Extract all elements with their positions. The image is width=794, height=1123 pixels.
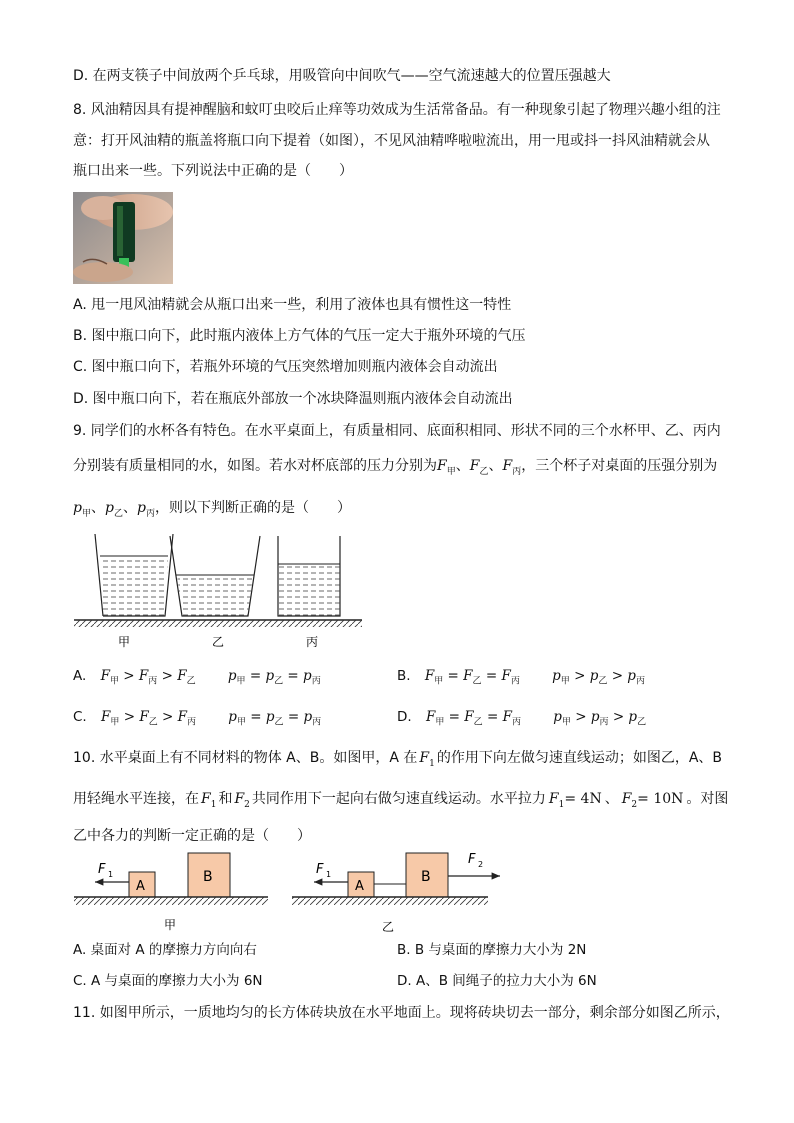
q8-option-b: B. 图中瓶口向下，此时瓶内液体上方气体的气压一定大于瓶外环境的气压 <box>73 328 526 344</box>
q8-stem-line1: 8. 风油精因具有提神醒脑和蚊叮虫咬后止痒等功效成为生活常备品。有一种现象引起了物理兴趣小组的注 <box>73 102 721 118</box>
q9-stem-text-c: ，则以下判断正确的是（ ） <box>154 500 351 516</box>
force-jia: $F_甲$ <box>437 458 456 477</box>
cup-yi-water <box>177 575 253 616</box>
pressure-bing: $p_丙$ <box>136 500 155 519</box>
svg-text:2: 2 <box>478 860 484 869</box>
q9-stem-line2: 分别装有质量相同的水，如图。若水对杯底部的压力分别为$F_甲$、$F_乙$、$F_丙$，三个杯子对桌面的压强分别为 <box>73 458 718 477</box>
q9-stem-line3: $p_甲$、$p_乙$、$p_丙$，则以下判断正确的是（ ） <box>73 500 351 519</box>
force-yi: $F_乙$ <box>469 458 489 477</box>
q8-option-d: D. 图中瓶口向下，若在瓶底外部放一个冰块降温则瓶内液体会自动流出 <box>73 391 513 407</box>
cup-jia-water <box>100 556 168 616</box>
oil-bottle-photo <box>73 192 173 284</box>
svg-text:F: F <box>468 852 476 867</box>
blocks-figure <box>70 845 510 940</box>
cup-label-jia: 甲 <box>118 635 131 649</box>
q10-option-b: B. B 与桌面的摩擦力大小为 2N <box>397 942 587 958</box>
q10-stem-line1: 10. 水平桌面上有不同材料的物体 A、B。如图甲，A 在 $F_1$ 的作用下向左做匀速直线运动；如图乙，A、B <box>73 750 723 769</box>
cup-label-bing: 丙 <box>306 635 319 649</box>
svg-text:A: A <box>136 879 145 894</box>
force-bing: $F_丙$ <box>502 458 522 477</box>
q8-option-a: A. 甩一甩风油精就会从瓶口出来一些，利用了液体也具有惯性这一特性 <box>73 297 512 313</box>
q9-option-d: D. $F_甲 = F_乙 = F_丙$ $p_甲 > p_丙 > p_乙$ <box>397 709 647 728</box>
q9-option-a: A. $F_甲 > F_丙 > F_乙$ $p_甲 = p_乙 = p_丙$ <box>73 668 321 687</box>
q8-stem-line2: 意：打开风油精的瓶盖将瓶口向下提着（如图），不见风油精哗啦啦流出，用一甩或抖一抖风油精就会从 <box>73 133 710 149</box>
q10-option-c: C. A 与桌面的摩擦力大小为 6N <box>73 973 263 989</box>
q9-option-b: B. $F_甲 = F_乙 = F_丙$ $p_甲 > p_乙 > p_丙$ <box>397 668 645 687</box>
svg-text:A: A <box>355 879 364 894</box>
q8-option-c: C. 图中瓶口向下，若瓶外环境的气压突然增加则瓶内液体会自动流出 <box>73 359 498 375</box>
pressure-jia: $p_甲$ <box>73 500 91 519</box>
q11-stem-line1: 11. 如图甲所示，一质地均匀的长方体砖块放在水平地面上。现将砖块切去一部分，剩余部分如图乙所示， <box>73 1005 730 1021</box>
svg-text:1: 1 <box>108 870 114 879</box>
q9-option-c: C. $F_甲 > F_乙 > F_丙$ $p_甲 = p_乙 = p_丙$ <box>73 709 322 728</box>
q9-stem-text-a: 分别装有质量相同的水，如图。若水对杯底部的压力分别为 <box>73 458 437 474</box>
q10-option-a: A. 桌面对 A 的摩擦力方向向右 <box>73 942 257 958</box>
pressure-yi: $p_乙$ <box>104 500 123 519</box>
q10-stem-line2: 用轻绳水平连接，在 $F_1$ 和 $F_2$ 共同作用下一起向右做匀速直线运动。水平拉力 $F_1= 4N$ 、 $F_2= 10N$ 。对图 <box>73 791 729 810</box>
cup-label-yi: 乙 <box>212 635 225 649</box>
cups-figure <box>70 528 370 653</box>
svg-text:B: B <box>421 869 431 885</box>
svg-text:F: F <box>98 862 106 877</box>
q10-stem-line3: 乙中各力的判断一定正确的是（ ） <box>73 828 311 844</box>
svg-text:B: B <box>203 869 213 885</box>
q10-option-d: D. A、B 间绳子的拉力大小为 6N <box>397 973 597 989</box>
q9-stem-line1: 9. 同学们的水杯各有特色。在水平桌面上，有质量相同、底面积相同、形状不同的三个水杯甲、乙、丙内 <box>73 423 721 439</box>
cup-bing-water <box>278 564 340 616</box>
q7-option-d: D. 在两支筷子中间放两个乒乓球，用吸管向中间吹气——空气流速越大的位置压强越大 <box>73 68 611 84</box>
figure-label-jia: 甲 <box>164 918 177 932</box>
svg-text:1: 1 <box>326 870 332 879</box>
svg-text:F: F <box>316 862 324 877</box>
q8-stem-line3: 瓶口出来一些。下列说法中正确的是（ ） <box>73 163 353 179</box>
q9-stem-text-b: ，三个杯子对桌面的压强分别为 <box>521 458 718 474</box>
figure-label-yi: 乙 <box>382 920 395 934</box>
